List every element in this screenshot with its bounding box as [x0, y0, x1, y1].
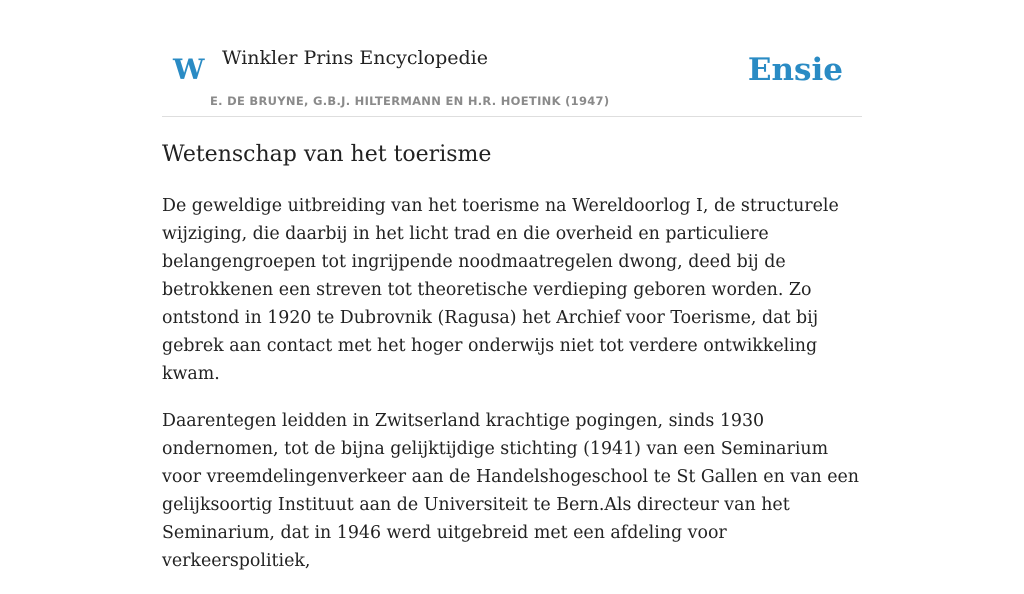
source-authors: E. DE BRUYNE, G.B.J. HILTERMANN EN H.R. HOETINK (1947) — [210, 94, 610, 108]
article-body — [162, 192, 862, 594]
article-paragraph: Daarentegen leidden in Zwitserland krachtige pogingen, sinds 1930 ondernomen, tot de bijna gelijktijdige stichting (1941) van een Seminarium voor vreemdelingenverkeer aan de Handelshogeschool te St Gallen en van een gelijksoortig Instituut aan de Universiteit te Bern.Als directeur van het Seminarium, dat in 1946 werd uitgebreid met een afdeling voor verkeerspolitiek, — [162, 411, 860, 571]
source-header — [162, 40, 862, 117]
ensie-logo[interactable]: Ensie — [747, 52, 843, 88]
source-title[interactable]: Winkler Prins Encyclopedie — [222, 47, 488, 69]
article-title: Wetenschap van het toerisme — [162, 142, 492, 167]
article-paragraph: De geweldige uitbreiding van het toerisme na Wereldoorlog I, de structurele wijziging, die daarbij in het licht trad en die overheid en particuliere belangengroepen tot ingrijpende noodmaatregelen dwong, deed bij de betrokkenen een streven tot theoretische verdieping geboren worden. Zo ontstond in 1920 te Dubrovnik (Ragusa) het Archief voor Toerisme, dat bij gebrek aan contact met het hoger onderwijs niet tot verdere ontwikkeling kwam. — [162, 196, 839, 384]
winkler-prins-logo[interactable]: W — [173, 53, 205, 86]
